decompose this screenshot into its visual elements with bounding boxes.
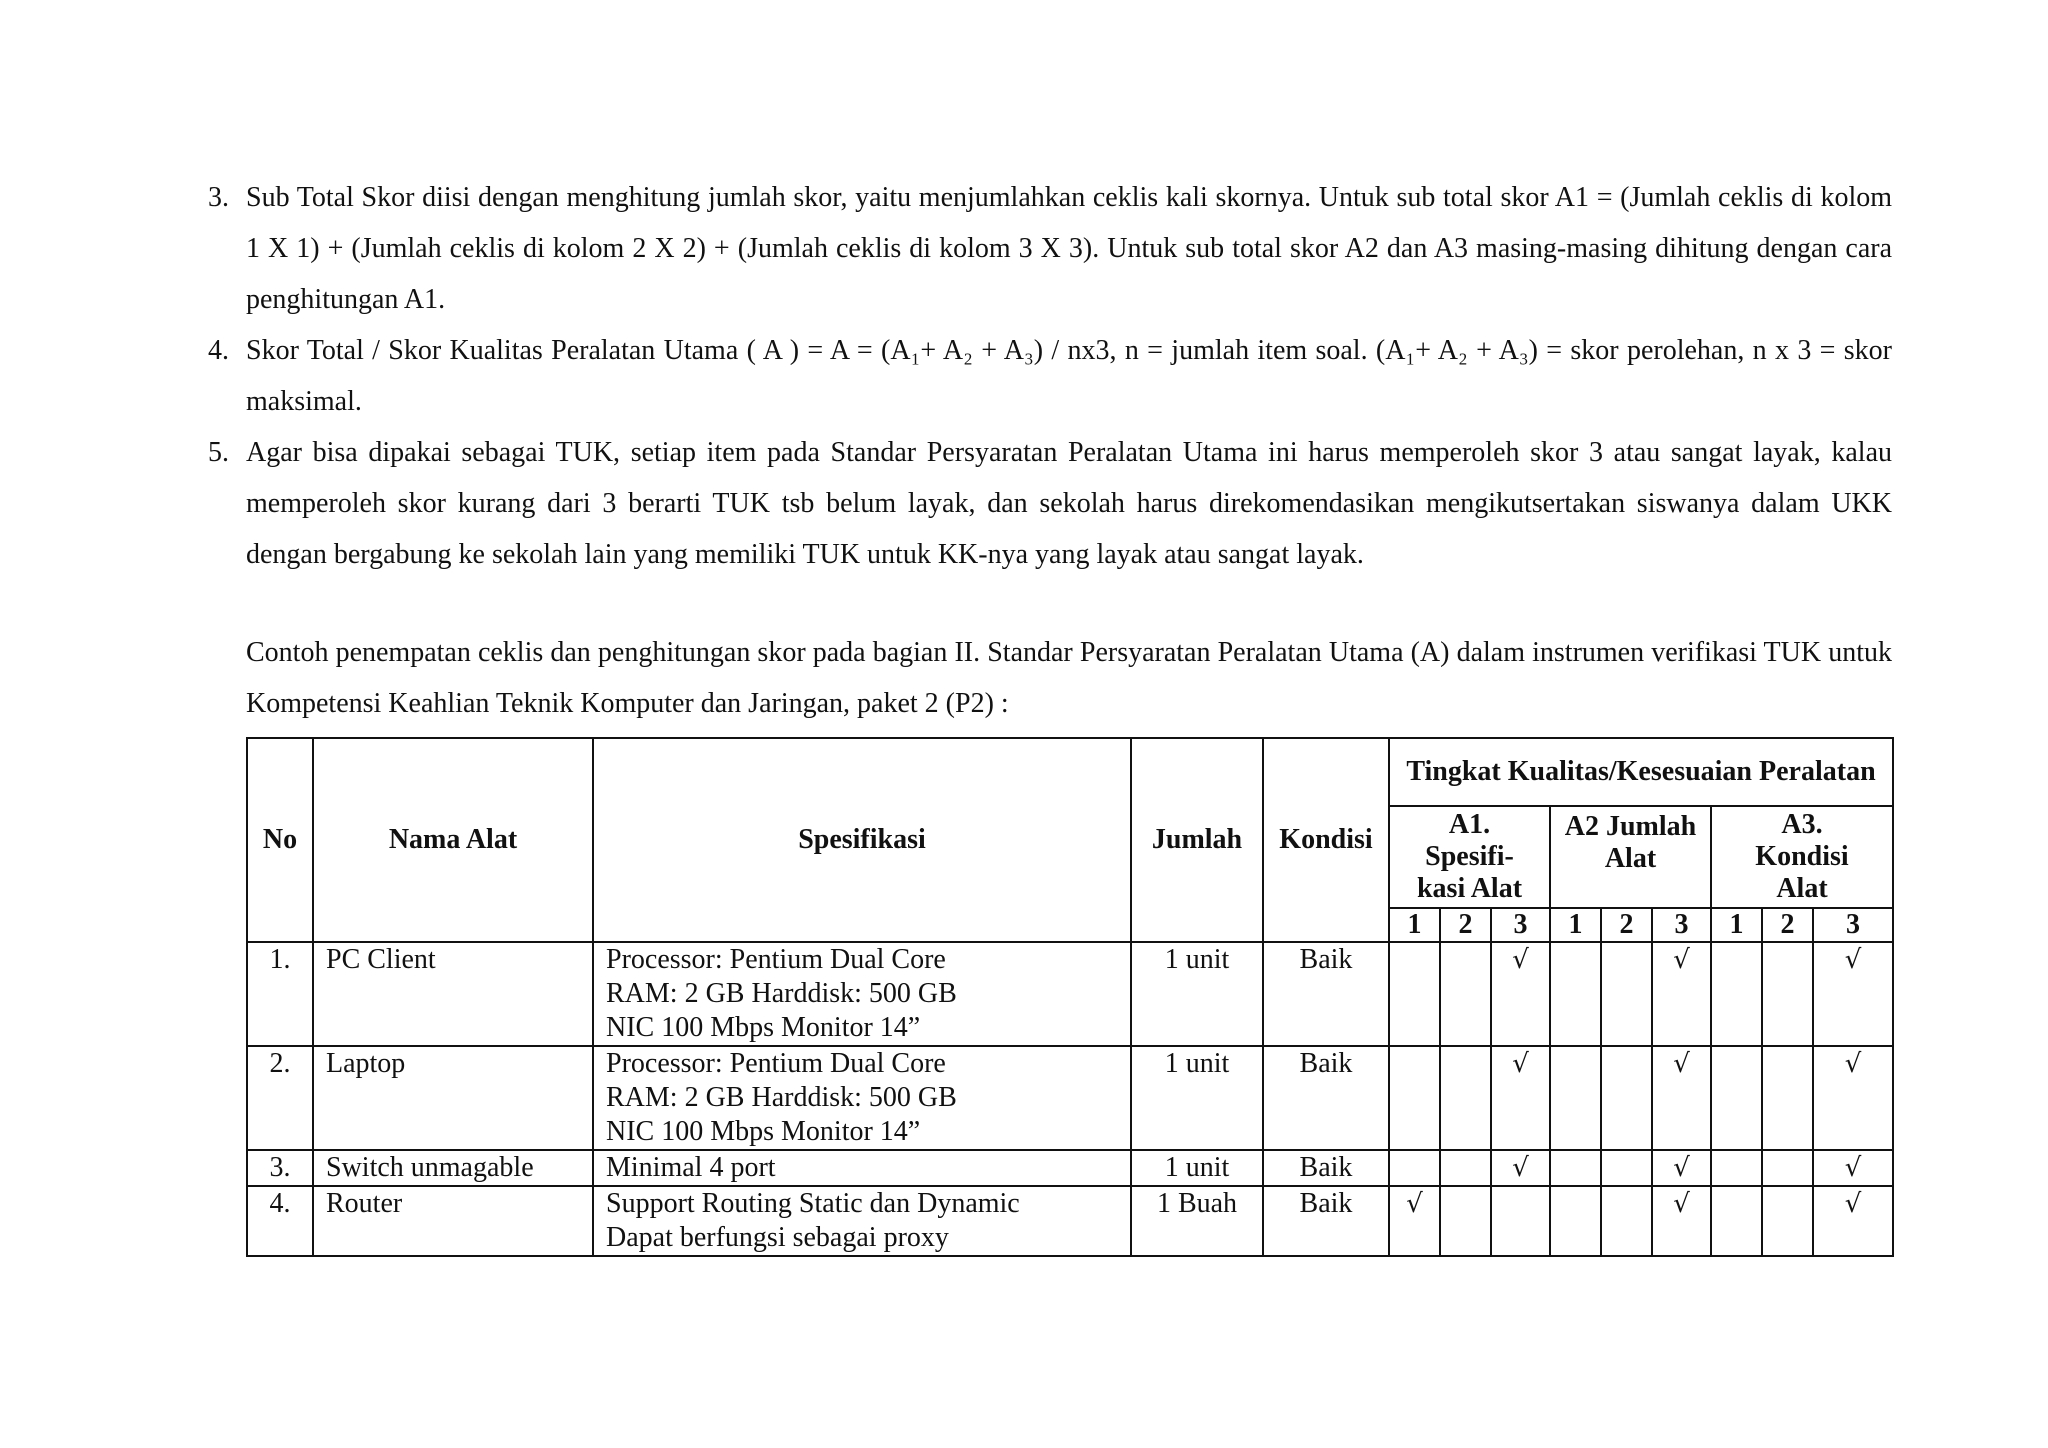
cell-a3-score-2 xyxy=(1762,1186,1813,1256)
check-mark: √ xyxy=(1512,945,1529,975)
cell-a2-score-3 xyxy=(1652,1150,1711,1186)
header-a3-score-3: 3 xyxy=(1813,908,1893,942)
spec-line: NIC 100 Mbps Monitor 14” xyxy=(606,1116,921,1147)
cell-a3-score-1 xyxy=(1711,1186,1762,1256)
cell-a2-score-3 xyxy=(1652,1046,1711,1150)
spec-line: RAM: 2 GB Harddisk: 500 GB xyxy=(606,978,957,1009)
header-a1-score-3: 3 xyxy=(1491,908,1550,942)
spec-line: Minimal 4 port xyxy=(606,1152,776,1183)
cell-a3-score-2 xyxy=(1762,1046,1813,1150)
spec-line: Processor: Pentium Dual Core xyxy=(606,944,946,975)
header-nama-alat: Nama Alat xyxy=(313,738,593,942)
cell-a1-score-2 xyxy=(1440,1046,1491,1150)
intro-paragraph: Contoh penempatan ceklis dan penghitungan skor pada bagian II. Standar Persyaratan Peralatan Utama (A) dalam instrumen verifikasi TUK untuk Kompetensi Keahlian Teknik Komputer dan Jaringan, paket 2 (P2) : xyxy=(246,637,1892,719)
cell-a3-score-3 xyxy=(1813,1186,1893,1256)
cell-jumlah: 1 unit xyxy=(1131,1150,1263,1186)
note-number: 4. xyxy=(208,335,229,366)
cell-a2-score-1 xyxy=(1550,1150,1601,1186)
header-a3-score-1: 1 xyxy=(1711,908,1762,942)
header-a2-score-2: 2 xyxy=(1601,908,1652,942)
cell-a2-score-2 xyxy=(1601,1186,1652,1256)
cell-a3-score-2 xyxy=(1762,1150,1813,1186)
cell-a1-score-1 xyxy=(1389,1186,1440,1256)
check-mark: √ xyxy=(1673,1189,1690,1219)
check-mark: √ xyxy=(1673,945,1690,975)
header-a2-line: Alat xyxy=(1604,843,1657,874)
cell-spesifikasi xyxy=(593,1046,1131,1150)
cell-kondisi: Baik xyxy=(1263,1186,1389,1256)
cell-jumlah: 1 Buah xyxy=(1131,1186,1263,1256)
cell-a2-score-1 xyxy=(1550,1046,1601,1150)
header-a1-line: A1. xyxy=(1448,809,1491,840)
header-a3-score-2: 2 xyxy=(1762,908,1813,942)
note-number: 3. xyxy=(208,182,229,213)
cell-no: 1. xyxy=(247,942,313,1046)
cell-a1-score-3 xyxy=(1491,1046,1550,1150)
spec-line: Processor: Pentium Dual Core xyxy=(606,1048,946,1079)
header-a2-score-3: 3 xyxy=(1652,908,1711,942)
check-mark: √ xyxy=(1844,1189,1862,1219)
header-jumlah: Jumlah xyxy=(1131,738,1263,942)
cell-a3-score-3 xyxy=(1813,1046,1893,1150)
header-a1-line: kasi Alat xyxy=(1416,873,1523,904)
check-mark: √ xyxy=(1512,1153,1529,1183)
cell-spesifikasi xyxy=(593,942,1131,1046)
note-text: Skor Total / Skor Kualitas Peralatan Utama ( A ) = A = (A₁+ A₂ + A₃) / nx3, n = jumlah item soal. (A₁+ A₂ + A₃) = skor perolehan, n x 3 = skor maksimal. xyxy=(246,335,1892,417)
cell-nama-alat: PC Client xyxy=(313,942,593,1046)
cell-a1-score-2 xyxy=(1440,1186,1491,1256)
table-body xyxy=(247,942,1893,1256)
check-mark: √ xyxy=(1844,1153,1862,1183)
table-row xyxy=(247,942,1893,1046)
spec-line: RAM: 2 GB Harddisk: 500 GB xyxy=(606,1082,957,1113)
header-a2-line: A2 Jumlah xyxy=(1564,811,1697,842)
cell-a3-score-2 xyxy=(1762,942,1813,1046)
equipment-table xyxy=(246,737,1894,1257)
cell-a2-score-2 xyxy=(1601,1046,1652,1150)
header-a3-line: Kondisi xyxy=(1755,841,1849,872)
cell-jumlah: 1 unit xyxy=(1131,1046,1263,1150)
notes-list xyxy=(208,172,1892,580)
header-tingkat-kualitas: Tingkat Kualitas/Kesesuaian Peralatan xyxy=(1389,738,1893,806)
check-mark: √ xyxy=(1406,1189,1423,1219)
note-item xyxy=(208,325,1892,427)
header-a3-line: A3. xyxy=(1781,809,1823,840)
cell-a1-score-2 xyxy=(1440,1150,1491,1186)
header-no: No xyxy=(247,738,313,942)
header-a1-score-1: 1 xyxy=(1389,908,1440,942)
header-kondisi: Kondisi xyxy=(1263,738,1389,942)
cell-kondisi: Baik xyxy=(1263,1150,1389,1186)
cell-no: 3. xyxy=(247,1150,313,1186)
check-mark: √ xyxy=(1512,1049,1529,1079)
header-a1 xyxy=(1389,806,1550,908)
cell-a2-score-3 xyxy=(1652,942,1711,1046)
cell-a3-score-3 xyxy=(1813,1150,1893,1186)
cell-a2-score-1 xyxy=(1550,1186,1601,1256)
cell-a1-score-2 xyxy=(1440,942,1491,1046)
cell-a1-score-3 xyxy=(1491,942,1550,1046)
cell-nama-alat: Laptop xyxy=(313,1046,593,1150)
cell-nama-alat: Router xyxy=(313,1186,593,1256)
cell-a1-score-1 xyxy=(1389,1150,1440,1186)
check-mark: √ xyxy=(1844,945,1862,975)
note-text: Agar bisa dipakai sebagai TUK, setiap item pada Standar Persyaratan Peralatan Utama ini harus memperoleh skor 3 atau sangat layak, kalau memperoleh skor kurang dari 3 berarti TUK tsb belum layak, dan sekolah harus direkomendasikan mengikutsertakan siswanya dalam UKK dengan bergabung ke sekolah lain yang memiliki TUK untuk KK-nya yang layak atau sangat layak. xyxy=(246,437,1892,570)
header-a2-score-1: 1 xyxy=(1550,908,1601,942)
cell-a2-score-3 xyxy=(1652,1186,1711,1256)
cell-a3-score-1 xyxy=(1711,1046,1762,1150)
table-row xyxy=(247,1186,1893,1256)
cell-spesifikasi xyxy=(593,1150,1131,1186)
table-row xyxy=(247,1150,1893,1186)
cell-nama-alat: Switch unmagable xyxy=(313,1150,593,1186)
header-a1-score-2: 2 xyxy=(1440,908,1491,942)
header-a3-line: Alat xyxy=(1776,873,1828,904)
cell-jumlah: 1 unit xyxy=(1131,942,1263,1046)
note-item xyxy=(208,172,1892,325)
note-number: 5. xyxy=(208,437,229,468)
check-mark: √ xyxy=(1844,1049,1862,1079)
cell-a3-score-1 xyxy=(1711,942,1762,1046)
cell-no: 2. xyxy=(247,1046,313,1150)
cell-a1-score-3 xyxy=(1491,1186,1550,1256)
header-a1-line: Spesifi- xyxy=(1425,841,1514,872)
cell-kondisi: Baik xyxy=(1263,942,1389,1046)
table-row xyxy=(247,1046,1893,1150)
spec-line: Support Routing Static dan Dynamic xyxy=(606,1188,1020,1219)
cell-a1-score-1 xyxy=(1389,1046,1440,1150)
spec-line: Dapat berfungsi sebagai proxy xyxy=(606,1222,949,1253)
cell-a2-score-1 xyxy=(1550,942,1601,1046)
note-text: Sub Total Skor diisi dengan menghitung jumlah skor, yaitu menjumlahkan ceklis kali skornya. Untuk sub total skor A1 = (Jumlah ceklis di kolom 1 X 1) + (Jumlah ceklis di kolom 2 X 2) + (Jumlah ceklis di kolom 3 X 3). Untuk sub total skor A2 dan A3 masing-masing dihitung dengan cara penghitungan A1. xyxy=(246,182,1892,315)
check-mark: √ xyxy=(1673,1153,1690,1183)
note-item xyxy=(208,427,1892,580)
header-a2 xyxy=(1550,806,1711,908)
header-spesifikasi: Spesifikasi xyxy=(593,738,1131,942)
header-a3 xyxy=(1711,806,1893,908)
check-mark: √ xyxy=(1673,1049,1690,1079)
cell-a2-score-2 xyxy=(1601,942,1652,1046)
cell-a2-score-2 xyxy=(1601,1150,1652,1186)
cell-a1-score-1 xyxy=(1389,942,1440,1046)
cell-spesifikasi xyxy=(593,1186,1131,1256)
cell-a1-score-3 xyxy=(1491,1150,1550,1186)
cell-a3-score-1 xyxy=(1711,1150,1762,1186)
cell-a3-score-3 xyxy=(1813,942,1893,1046)
spec-line: NIC 100 Mbps Monitor 14” xyxy=(606,1012,921,1043)
cell-no: 4. xyxy=(247,1186,313,1256)
cell-kondisi: Baik xyxy=(1263,1046,1389,1150)
